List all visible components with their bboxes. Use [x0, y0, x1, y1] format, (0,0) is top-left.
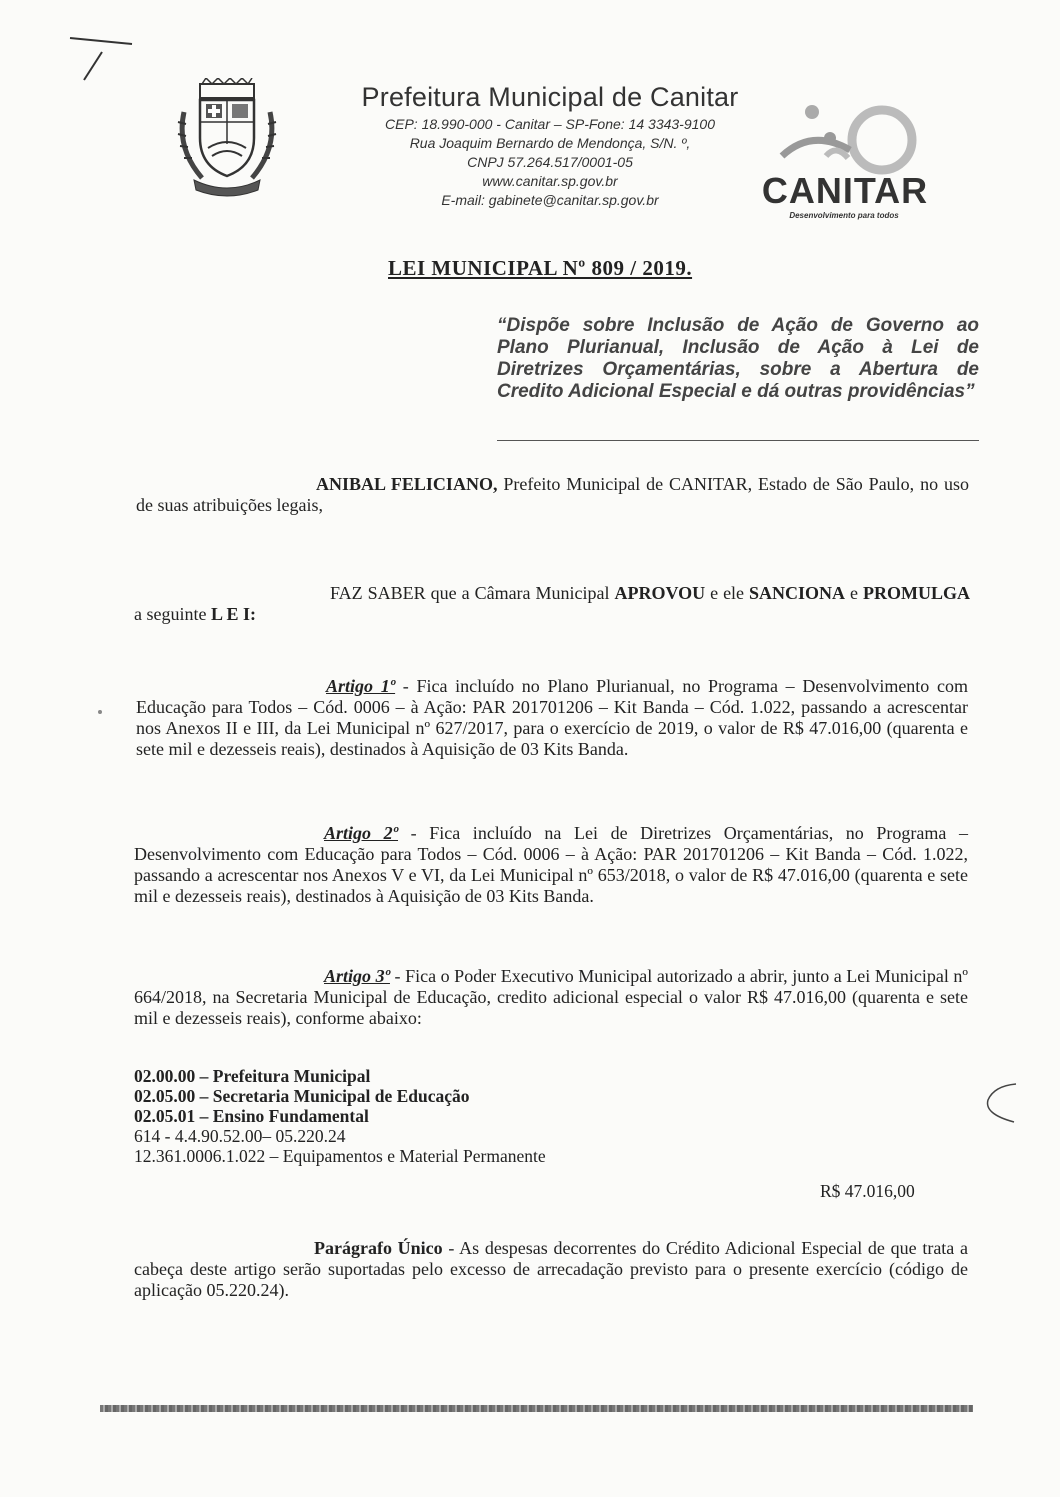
letterhead-cnpj-line: CNPJ 57.264.517/0001-05 [467, 154, 633, 170]
budget-line-code: 614 - 4.4.90.52.00– 05.220.24 [134, 1126, 346, 1146]
sole-paragraph-text: - As despesas decorrentes do Crédito Adicional Especial de que trata a cabeça deste artigo serão suportadas pelo excesso de arrecadação previsto para o presente exercício (código de aplicação 05.220.24). [134, 1238, 968, 1300]
budget-line-secretaria: 02.05.00 – Secretaria Municipal de Educação [134, 1086, 470, 1106]
preamble [136, 474, 969, 516]
article-1-text: - Fica incluído no Plano Plurianual, no Programa – Desenvolvimento com Educação para Todos – Cód. 0006 – à Ação: PAR 201701206 – Kit Banda – Cód. 1.022, passando a acrescentar nos Anexos II e III, da Lei Municipal nº 627/2017, para o exercício de 2019, o valor de R$ 47.016,00 (quarenta e sete mil e dezesseis reais), destinados à Aquisição de 03 Kits Banda. [136, 676, 968, 759]
letterhead-address-line: CEP: 18.990-000 - Canitar – SP-Fone: 14 3343-9100 [385, 116, 715, 132]
letterhead-email-line: E-mail: gabinete@canitar.sp.gov.br [441, 192, 659, 208]
article-3-label: Artigo 3º [324, 966, 390, 986]
ementa: “Dispõe sobre Inclusão de Ação de Governo ao Plano Plurianual, Inclusão de Ação à Lei de Diretrizes Orçamentárias, sobre a Abertura de Credito Adicional Especial e dá outras providências” [497, 315, 979, 402]
promulga-lei: L E I: [210, 604, 257, 624]
promulga-text-1: FAZ SABER que a Câmara Municipal [330, 583, 615, 603]
mayor-name: ANIBAL FELICIANO, [316, 474, 498, 494]
promulga-text-3: e [845, 583, 863, 603]
promulga-sanciona: SANCIONA [749, 583, 846, 603]
budget-line-prefeitura: 02.00.00 – Prefeitura Municipal [134, 1066, 371, 1086]
article-3-text: - Fica o Poder Executivo Municipal autorizado a abrir, junto a Lei Municipal nº 664/2018, na Secretaria Municipal de Educação, credito adicional especial o valor R$ 47.016,00 (quarenta e sete mil e dezesseis reais), conforme abaixo: [134, 966, 968, 1028]
handwritten-bracket-icon [976, 1078, 1026, 1128]
ementa-divider [497, 440, 979, 441]
letterhead [330, 82, 770, 210]
preamble-text: Prefeito Municipal de CANITAR, Estado de São Paulo, no uso de suas atribuições legais, [136, 474, 969, 515]
scan-dot [98, 710, 102, 714]
budget-amount: R$ 47.016,00 [820, 1181, 915, 1201]
footer-rule [100, 1405, 973, 1412]
law-title: LEI MUNICIPAL Nº 809 / 2019. [388, 256, 693, 280]
article-3 [134, 966, 968, 1029]
logo-tagline: Desenvolvimento para todos [789, 211, 899, 220]
article-1-label: Artigo 1º [326, 676, 396, 696]
budget-line-equipamentos: 12.361.0006.1.022 – Equipamentos e Material Permanente [134, 1146, 546, 1166]
letterhead-street-line: Rua Joaquim Bernardo de Mendonça, S/N. º, [409, 135, 691, 151]
promulga-promulga: PROMULGA [863, 583, 970, 603]
promulga-text-2: e ele [705, 583, 750, 603]
promulgation-clause [134, 583, 970, 625]
article-1 [136, 676, 968, 760]
municipal-crest-icon [172, 78, 282, 200]
article-2-text: - Fica incluído na Lei de Diretrizes Orçamentárias, no Programa – Desenvolvimento com Educação para Todos – Cód. 0006 – à Ação: PAR 201701206 – Kit Banda – Cód. 1.022, passando a acrescentar nos Anexos V e VI, da Lei Municipal nº 653/2018, o valor de R$ 47.016,00 (quarenta e sete mil e dezesseis reais), destinados à Aquisição de 03 Kits Banda. [134, 823, 968, 906]
org-name: Prefeitura Municipal de Canitar [361, 82, 739, 112]
promulga-aprovou: APROVOU [614, 583, 706, 603]
sole-paragraph-label: Parágrafo Único [314, 1238, 443, 1258]
sole-paragraph [134, 1238, 968, 1301]
promulga-text-4: a seguinte [134, 604, 211, 624]
article-2-label: Artigo 2º [324, 823, 399, 843]
logo-wordmark: CANITAR [761, 170, 929, 211]
budget-line-ensino: 02.05.01 – Ensino Fundamental [134, 1106, 369, 1126]
letterhead-website-line: www.canitar.sp.gov.br [482, 173, 618, 189]
handwritten-mark-icon [62, 30, 142, 90]
article-2 [134, 823, 968, 907]
budget-allocation-list [134, 1066, 634, 1166]
